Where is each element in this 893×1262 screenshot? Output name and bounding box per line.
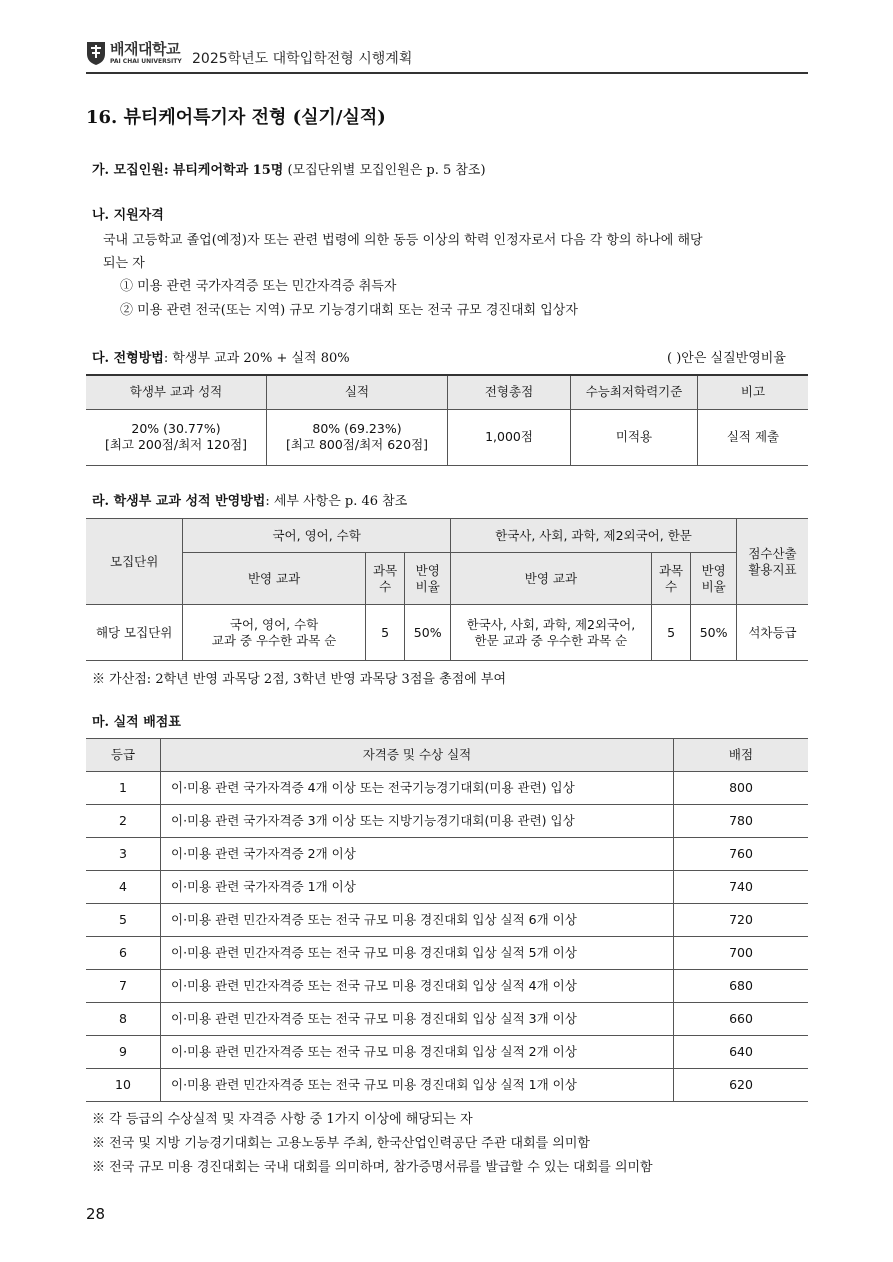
table-cell: 미적용 bbox=[571, 409, 698, 465]
footnote-2: ※ 전국 및 지방 기능경기대회는 고용노동부 주최, 한국산업인력공단 주관 대회를 의미함 bbox=[92, 1136, 590, 1151]
description-cell: 이·미용 관련 국가자격증 1개 이상 bbox=[161, 871, 674, 904]
table-cell: 5 bbox=[651, 605, 691, 661]
table-cell: 한국사, 사회, 과학, 제2외국어, 한문 교과 중 우수한 과목 순 bbox=[451, 605, 652, 661]
header-cell: 반영 비율 bbox=[691, 553, 737, 605]
section-title: 16. 뷰티케어특기자 전형 (실기/실적) bbox=[86, 107, 386, 128]
performance-score-table bbox=[86, 738, 808, 1102]
header-cell: 반영 교과 bbox=[183, 553, 366, 605]
real-ratio-note: ( )안은 실질반영비율 bbox=[667, 351, 786, 366]
da-value: : 학생부 교과 20% + 실적 80% bbox=[163, 351, 350, 366]
selection-method-table bbox=[86, 374, 808, 466]
description-cell: 이·미용 관련 민간자격증 또는 전국 규모 미용 경진대회 입상 실적 5개 이상 bbox=[161, 937, 674, 970]
score-cell: 720 bbox=[674, 904, 809, 937]
score-cell: 640 bbox=[674, 1036, 809, 1069]
ra-value: : 세부 사항은 p. 46 참조 bbox=[265, 494, 408, 509]
grade-method-table bbox=[86, 518, 808, 661]
score-cell: 620 bbox=[674, 1069, 809, 1102]
grade-cell: 2 bbox=[86, 805, 161, 838]
description-cell: 이·미용 관련 국가자격증 4개 이상 또는 전국기능경기대회(미용 관련) 입상 bbox=[161, 772, 674, 805]
header-cell: 배점 bbox=[674, 739, 809, 772]
score-cell: 780 bbox=[674, 805, 809, 838]
header-cell: 과목 수 bbox=[651, 553, 691, 605]
logo-english-text: PAI CHAI UNIVERSITY bbox=[110, 57, 182, 65]
score-cell: 740 bbox=[674, 871, 809, 904]
ma-label: 마. 실적 배점표 bbox=[92, 715, 181, 730]
eligibility-item-1: ① 미용 관련 국가자격증 또는 민간자격증 취득자 bbox=[120, 279, 397, 294]
table-row bbox=[86, 772, 808, 805]
grade-cell: 4 bbox=[86, 871, 161, 904]
score-cell: 700 bbox=[674, 937, 809, 970]
description-cell: 이·미용 관련 국가자격증 3개 이상 또는 지방기능경기대회(미용 관련) 입상 bbox=[161, 805, 674, 838]
header-cell: 국어, 영어, 수학 bbox=[183, 519, 451, 553]
header-cell: 실적 bbox=[267, 375, 448, 409]
footnote-3: ※ 전국 규모 미용 경진대회는 국내 대회를 의미하며, 참가증명서류를 발급할 수 있는 대회를 의미함 bbox=[92, 1160, 653, 1175]
description-cell: 이·미용 관련 민간자격증 또는 전국 규모 미용 경진대회 입상 실적 6개 이상 bbox=[161, 904, 674, 937]
table-cell: 5 bbox=[365, 605, 405, 661]
header-cell: 수능최저학력기준 bbox=[571, 375, 698, 409]
logo-korean-text: 배재대학교 bbox=[110, 39, 180, 58]
table-cell: 국어, 영어, 수학 교과 중 우수한 과목 순 bbox=[183, 605, 366, 661]
table-row bbox=[86, 1036, 808, 1069]
table-cell: 1,000점 bbox=[448, 409, 571, 465]
score-cell: 760 bbox=[674, 838, 809, 871]
description-cell: 이·미용 관련 민간자격증 또는 전국 규모 미용 경진대회 입상 실적 4개 이상 bbox=[161, 970, 674, 1003]
grade-cell: 6 bbox=[86, 937, 161, 970]
footnote-1: ※ 각 등급의 수상실적 및 자격증 사항 중 1가지 이상에 해당되는 자 bbox=[92, 1112, 473, 1127]
header-cell: 등급 bbox=[86, 739, 161, 772]
selection-method-line bbox=[92, 351, 350, 367]
table-cell: 80% (69.23%) [최고 800점/최저 620점] bbox=[267, 409, 448, 465]
header-cell: 점수산출 활용지표 bbox=[736, 519, 808, 605]
header-cell: 자격증 및 수상 실적 bbox=[161, 739, 674, 772]
header-cell: 반영 교과 bbox=[451, 553, 652, 605]
bonus-note: ※ 가산점: 2학년 반영 과목당 2점, 3학년 반영 과목당 3점을 총점에 부여 bbox=[92, 672, 507, 687]
table-cell: 50% bbox=[405, 605, 451, 661]
header-cell: 모집단위 bbox=[86, 519, 183, 605]
eligibility-line-1: 국내 고등학교 졸업(예정)자 또는 관련 법령에 의한 동등 이상의 학력 인정자로서 다음 각 항의 하나에 해당 bbox=[103, 233, 703, 248]
header-cell: 학생부 교과 성적 bbox=[86, 375, 267, 409]
grade-cell: 8 bbox=[86, 1003, 161, 1036]
table-cell: 실적 제출 bbox=[698, 409, 809, 465]
page-number: 28 bbox=[86, 1205, 106, 1223]
table-row bbox=[86, 838, 808, 871]
table-cell: 50% bbox=[691, 605, 737, 661]
ra-label: 라. 학생부 교과 성적 반영방법 bbox=[92, 494, 266, 509]
description-cell: 이·미용 관련 민간자격증 또는 전국 규모 미용 경진대회 입상 실적 3개 이상 bbox=[161, 1003, 674, 1036]
table-row bbox=[86, 970, 808, 1003]
table-cell: 석차등급 bbox=[736, 605, 808, 661]
eligibility-item-2: ② 미용 관련 전국(또는 지역) 규모 기능경기대회 또는 전국 규모 경진대회 입상자 bbox=[120, 303, 578, 318]
score-cell: 680 bbox=[674, 970, 809, 1003]
table-row bbox=[86, 805, 808, 838]
grade-cell: 7 bbox=[86, 970, 161, 1003]
ga-label: 가. 모집인원: bbox=[92, 163, 169, 178]
description-cell: 이·미용 관련 민간자격증 또는 전국 규모 미용 경진대회 입상 실적 1개 이상 bbox=[161, 1069, 674, 1102]
header-cell: 전형총점 bbox=[448, 375, 571, 409]
header-cell: 과목 수 bbox=[365, 553, 405, 605]
recruitment-line bbox=[92, 163, 486, 179]
grade-cell: 9 bbox=[86, 1036, 161, 1069]
table-row bbox=[86, 1069, 808, 1102]
table-row bbox=[86, 1003, 808, 1036]
table-row bbox=[86, 871, 808, 904]
da-label: 다. 전형방법 bbox=[92, 351, 164, 366]
score-cell: 800 bbox=[674, 772, 809, 805]
shield-icon bbox=[86, 40, 106, 66]
score-cell: 660 bbox=[674, 1003, 809, 1036]
table-cell: 20% (30.77%) [최고 200점/최저 120점] bbox=[86, 409, 267, 465]
na-label: 나. 지원자격 bbox=[92, 208, 164, 223]
header-cell: 한국사, 사회, 과학, 제2외국어, 한문 bbox=[451, 519, 737, 553]
grade-cell: 10 bbox=[86, 1069, 161, 1102]
table-row bbox=[86, 904, 808, 937]
grade-cell: 3 bbox=[86, 838, 161, 871]
grade-cell: 1 bbox=[86, 772, 161, 805]
grade-cell: 5 bbox=[86, 904, 161, 937]
grade-method-line bbox=[92, 494, 407, 510]
ga-value: 뷰티케어학과 15명 bbox=[172, 163, 284, 178]
header-rule bbox=[86, 72, 808, 74]
description-cell: 이·미용 관련 민간자격증 또는 전국 규모 미용 경진대회 입상 실적 2개 이상 bbox=[161, 1036, 674, 1069]
university-logo bbox=[86, 40, 182, 66]
header-cell: 비고 bbox=[698, 375, 809, 409]
table-row bbox=[86, 937, 808, 970]
description-cell: 이·미용 관련 국가자격증 2개 이상 bbox=[161, 838, 674, 871]
eligibility-line-2: 되는 자 bbox=[103, 256, 145, 271]
table-cell: 해당 모집단위 bbox=[86, 605, 183, 661]
header-cell: 반영 비율 bbox=[405, 553, 451, 605]
document-title: 2025학년도 대학입학전형 시행계획 bbox=[192, 51, 413, 67]
ga-note: (모집단위별 모집인원은 p. 5 참조) bbox=[287, 163, 486, 178]
